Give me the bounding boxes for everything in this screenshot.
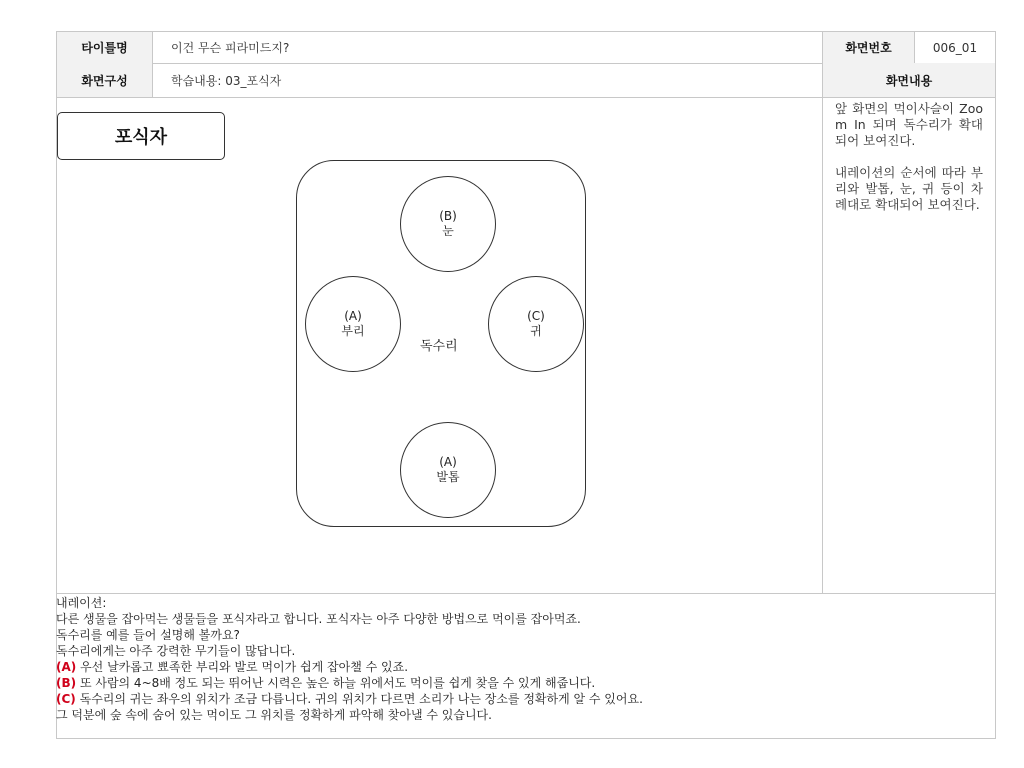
title-value: 이건 무슨 피라미드지? xyxy=(153,32,823,63)
narration-block xyxy=(56,595,976,723)
narration-marker: (A) xyxy=(56,660,77,674)
narration-line xyxy=(56,707,976,723)
eagle-diagram-box xyxy=(296,160,586,527)
narration-line xyxy=(56,675,976,691)
composition-label: 화면구성 xyxy=(57,63,153,97)
circle-eye-letter: (B) xyxy=(439,209,457,223)
narration-text: 우선 날카롭고 뾰족한 부리와 발로 먹이가 쉽게 잡아챌 수 있죠. xyxy=(76,660,409,674)
circle-ear-letter: (C) xyxy=(527,309,545,323)
screen-number-value: 006_01 xyxy=(932,40,978,55)
content-paragraph: 앞 화면의 먹이사슬이 Zoom In 되며 독수리가 확대되어 보여진다. xyxy=(835,101,983,148)
composition-value: 학습내용: 03_포식자 xyxy=(153,63,823,97)
narration-text: 그 덕분에 숲 속에 숨어 있는 먹이도 그 위치를 정확하게 파악해 찾아낼 수 있습니다. xyxy=(56,708,492,722)
narration-text: 다른 생물을 잡아먹는 생물들을 포식자라고 합니다. 포식자는 아주 다양한 방법으로 먹이를 잡아먹죠. xyxy=(56,612,581,626)
circle-beak-name: 부리 xyxy=(341,324,365,338)
screen-content-label: 화면내용 xyxy=(823,63,995,97)
header-row-composition xyxy=(57,63,995,98)
circle-talon xyxy=(400,422,496,518)
screen-content-panel xyxy=(823,97,995,594)
circle-ear-name: 귀 xyxy=(530,324,542,338)
screen-layout-area xyxy=(57,97,823,594)
narration-line xyxy=(56,611,976,627)
header-row-title xyxy=(57,32,995,64)
circle-beak-letter: (A) xyxy=(344,309,362,323)
narration-text: 독수리에게는 아주 강력한 무기들이 많답니다. xyxy=(56,644,296,658)
narration-line xyxy=(56,659,976,675)
narration-text: 독수리를 예를 들어 설명해 볼까요? xyxy=(56,628,240,642)
eagle-label: 독수리 xyxy=(420,339,458,354)
narration-line xyxy=(56,691,976,707)
circle-eye xyxy=(400,176,496,272)
narration-text: 또 사람의 4~8배 정도 되는 뛰어난 시력은 높은 하늘 위에서도 먹이를 쉽게 찾을 수 있게 해줍니다. xyxy=(76,676,596,690)
content-paragraph: 내레이션의 순서에 따라 부리와 발톱, 눈, 귀 등이 차례대로 확대되어 보여진다. xyxy=(835,165,983,212)
circle-eye-name: 눈 xyxy=(442,224,454,238)
circle-talon-letter: (A) xyxy=(439,455,457,469)
narration-line xyxy=(56,643,976,659)
circle-beak xyxy=(305,276,401,372)
circle-ear xyxy=(488,276,584,372)
screen-number-label: 화면번호 xyxy=(823,32,915,63)
title-label: 타이틀명 xyxy=(57,32,153,63)
section-title: 포식자 xyxy=(114,127,168,148)
narration-heading: 내레이션: xyxy=(56,596,107,610)
section-title-box xyxy=(57,112,225,160)
narration-marker: (C) xyxy=(56,692,76,706)
narration-text: 독수리의 귀는 좌우의 위치가 조금 다릅니다. 귀의 위치가 다르면 소리가 나는 장소를 정확하게 알 수 있어요. xyxy=(75,692,643,706)
narration-line xyxy=(56,627,976,643)
circle-talon-name: 발톱 xyxy=(436,470,460,484)
narration-marker: (B) xyxy=(56,676,77,690)
